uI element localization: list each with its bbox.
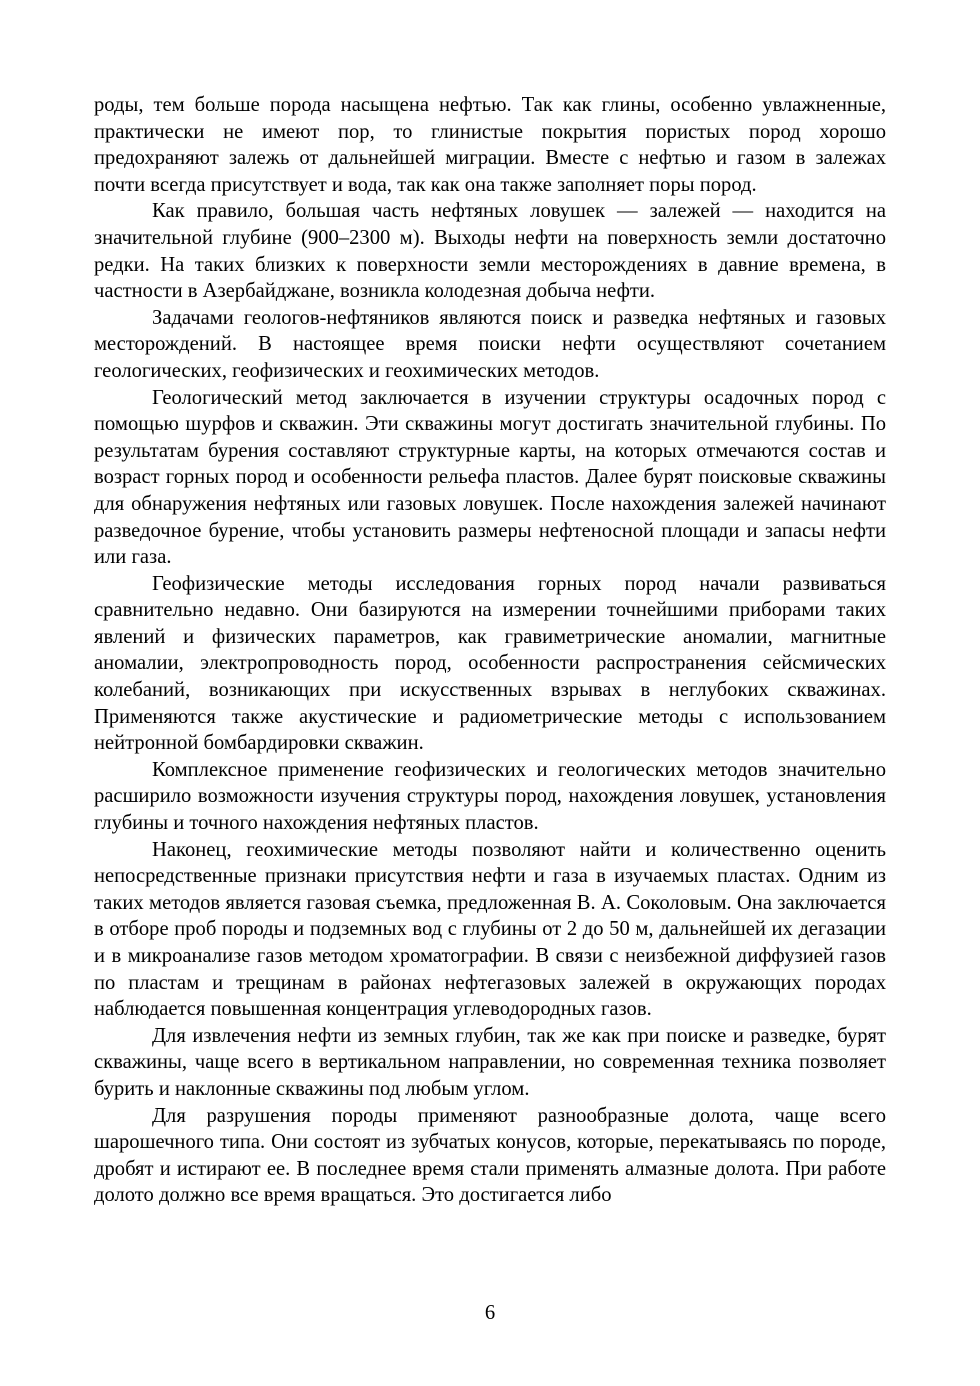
paragraph-8: Для извлечения нефти из земных глубин, так же как при поиске и разведке, бурят скважины, чаще всего в вертикальном направлении, но современная техника позволяет бурить и наклонные скважины под любым углом. <box>94 1024 886 1100</box>
paragraph-3: Задачами геологов-нефтяников являются поиск и разведка нефтяных и газовых месторождений. В настоящее время поиски нефти осуществляют сочетанием геологических, геофизических и геохимических методов. <box>94 306 886 382</box>
paragraph-7: Наконец, геохимические методы позволяют найти и количественно оценить непосредственные признаки присутствия нефти и газа в изучаемых пластах. Одним из таких методов является газовая съемка, предложенная В. А. Соколовым. Она заключается в отборе проб породы и подземных вод с глубины от 2 до 50 м, дальнейшей их дегазации и в микроанализе газов методом хроматографии. В связи с неизбежной диффузией газов по пластам и трещинам в районах нефтегазовых залежей в окружающих породах наблюдается повышенная концентрация углеводородных газов. <box>94 838 886 1021</box>
page-body <box>94 92 886 1209</box>
paragraph-4: Геологический метод заключается в изучении структуры осадочных пород с помощью шурфов и скважин. Эти скважины могут достигать значительной глубины. По результатам бурения составляют структурные карты, на которых отмечаются состав и возраст горных пород и особенности рельефа пластов. Далее бурят поисковые скважины для обнаружения нефтяных или газовых ловушек. После нахождения залежей начинают разведочное бурение, чтобы установить размеры нефтеносной площади и запасы нефти или газа. <box>94 386 886 569</box>
page-number: 6 <box>484 1302 496 1324</box>
paragraph-6: Комплексное применение геофизических и геологических методов значительно расширило возможности изучения структуры пород, нахождения ловушек, установления глубины и точного нахождения нефтяных пластов. <box>94 758 886 835</box>
paragraph-2: Как правило, большая часть нефтяных ловушек — залежей — находится на значительной глубине (900–2300 м). Выходы нефти на поверхность земли достаточно редки. На таких близких к поверхности земли месторождениях в давние времена, в частности в Азербайджане, возникла колодезная добыча нефти. <box>94 200 886 303</box>
paragraph-1: роды, тем больше порода насыщена нефтью. Так как глины, особенно увлажненные, практически не имеют пор, то глинистые покрытия пористых пород хорошо предохраняют залежь от дальнейшей миграции. Вместе с нефтью и газом в залежах почти всегда присутствует и вода, так как она также заполняет поры пород. <box>94 94 886 196</box>
paragraph-5: Геофизические методы исследования горных пород начали развиваться сравнительно недавно. Они базируются на измерении точнейшими приборами таких явлений и физических параметров, как гравиметрические аномалии, магнитные аномалии, электропроводность пород, особенности распространения сейсмических колебаний, возникающих при искусственных взрывах в неглубоких скважинах. Применяются также акустические и радиометрические методы с использованием нейтронной бомбардировки скважин. <box>94 572 886 755</box>
paragraph-9: Для разрушения породы применяют разнообразные долота, чаще всего шарошечного типа. Они состоят из зубчатых конусов, которые, перекатываясь по породе, дробят и истирают ее. В последнее время стали применять алмазные долота. При работе долото должно все время вращаться. Это достигается либо <box>94 1104 886 1207</box>
